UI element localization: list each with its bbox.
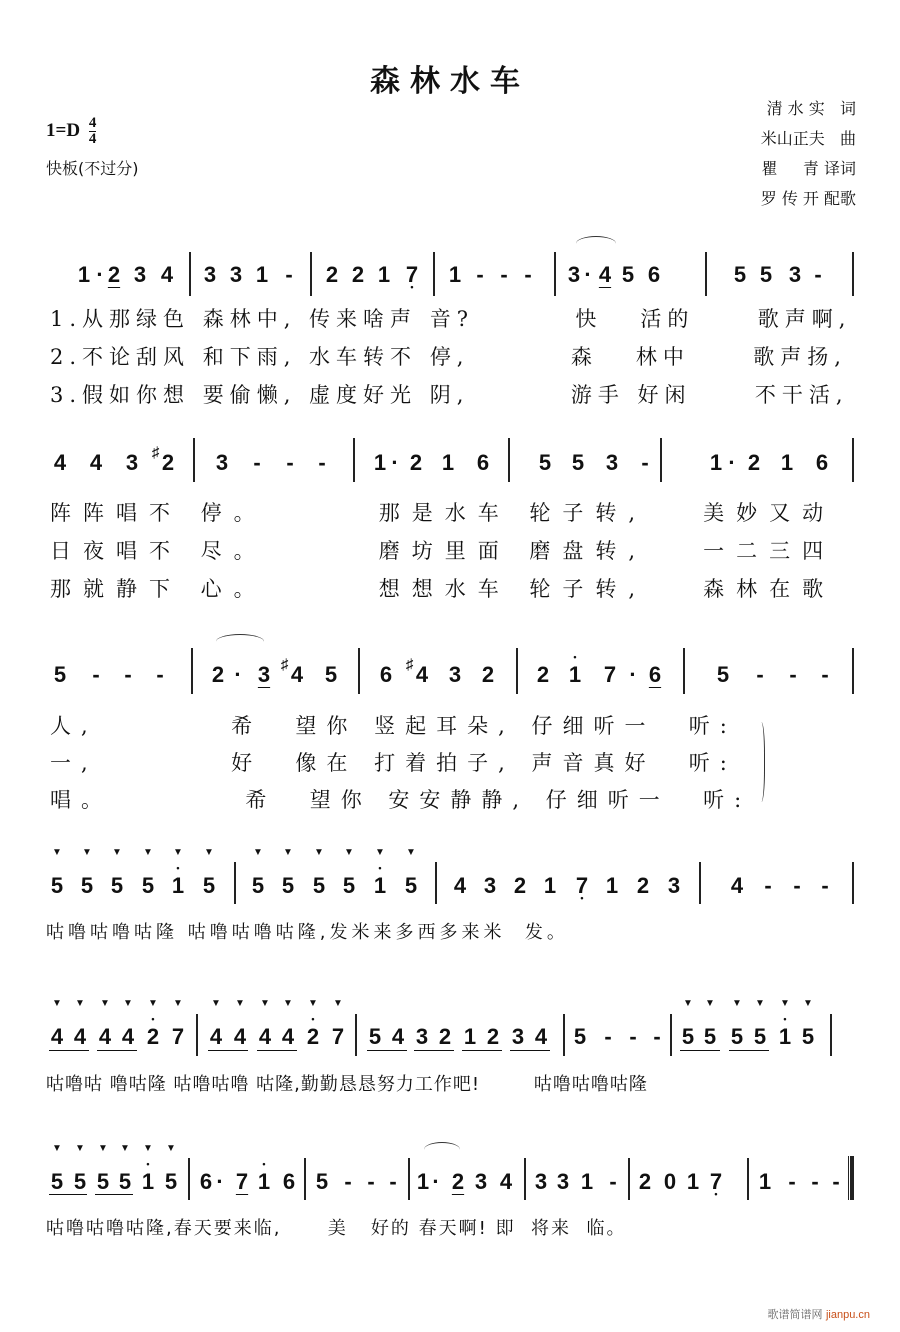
score-row-5: ▼ 4 ▼ 4 ▼ 4 ▼ 4 ▼ 2 • ▼ 7 ▼ 4 ▼ 4 ▼ 4 ▼ 4 ▼ 2 • ▼ 7 5 4 3 2 1 2 3 4 5 - - - ▼ 5 ▼ 5 ▼ 5 ▼ 5 ▼ 1 • ▼ 5 bbox=[0, 0, 900, 1]
repeat-brace bbox=[756, 722, 765, 802]
credit-composer: 米山正夫 曲 bbox=[760, 129, 856, 148]
lyrics-row-1-verse-1: 1.从那绿色 森林中, 传来啥声 音? 快 活的 歌声啊, bbox=[50, 307, 852, 331]
key-label: 1=D bbox=[46, 119, 81, 141]
lyrics-row-3-verse-2: 一, 好 像在 打着拍子, 声音真好 听: bbox=[50, 751, 737, 775]
credit-arranger: 罗 传 开 配歌 bbox=[760, 189, 856, 208]
key-signature bbox=[46, 116, 96, 147]
score-row-6: ▼ 5 ▼ 5 ▼ 5 ▼ 5 ▼ 1 • ▼ 5 6 · 7 • 1 6 5 - - - 1 · 2 3 4 3 3 1 - 2 0 1 7 • 1 - - - bbox=[0, 0, 900, 1]
watermark bbox=[767, 1306, 870, 1322]
score-row-4: ▼ 5 ▼ 5 ▼ 5 ▼ 5 ▼ 1 • ▼ 5 ▼ 5 ▼ 5 ▼ 5 ▼ 5 ▼ 1 • ▼ 5 4 3 2 1 7 • 1 2 3 4 - - - bbox=[0, 0, 900, 1]
credit-lyricist: 清 水 实 词 bbox=[766, 99, 856, 118]
lyrics-row-6: 咕噜咕噜咕隆,春天要来临, 美 好的 春天啊! 即 将来 临。 bbox=[46, 1218, 627, 1239]
tempo-marking: 快板(不过分) bbox=[46, 159, 139, 178]
time-signature: $\frac{4}{4}$ bbox=[88, 115, 97, 147]
lyrics-row-5: 咕噜咕 噜咕隆 咕噜咕噜 咕隆,勤勤恳恳努力工作吧! 咕噜咕噜咕隆 bbox=[46, 1074, 648, 1095]
score-row-3: 5 - - - 2 · 3 ♯ 4 5 6 ♯ 4 3 2 2 • 1 7 · 6 5 - - - bbox=[0, 0, 900, 1]
watermark-label: 歌谱简谱网 bbox=[767, 1308, 823, 1321]
lyrics-row-2-verse-3: 那就静下 心。 想想水车 轮子转, 森林在歌 bbox=[50, 577, 836, 601]
score-row-2: 4 4 3 ♯ 2 3 - - - 1 · 2 1 6 5 5 3 - 1 · 2 1 6 bbox=[0, 0, 900, 1]
lyrics-row-2-verse-2: 日夜唱不 尽。 磨坊里面 磨盘转, 一二三四 bbox=[50, 539, 836, 563]
lyrics-row-2-verse-1: 阵阵唱不 停。 那是水车 轮子转, 美妙又动 bbox=[50, 501, 836, 525]
credit-translator: 瞿 青 译词 bbox=[761, 159, 856, 178]
lyrics-row-4: 咕噜咕噜咕隆 咕噜咕噜咕隆,发米来多西多来米 发。 bbox=[46, 922, 569, 943]
watermark-site: jianpu.cn bbox=[825, 1309, 870, 1321]
song-title: 森林水车 bbox=[370, 64, 530, 99]
lyrics-row-3-verse-3: 唱。 希 望你 安安静静, 仔细听一 听: bbox=[50, 788, 752, 812]
credits bbox=[761, 94, 856, 214]
lyrics-row-1-verse-2: 2.不论刮风 和下雨, 水车转不 停, 森 林中 歌声扬, bbox=[50, 345, 847, 369]
lyrics-row-1-verse-3: 3.假如你想 要偷懒, 虚度好光 阴, 游手 好闲 不干活, bbox=[50, 383, 849, 407]
lyrics-row-3-verse-1: 人, 希 望你 竖起耳朵, 仔细听一 听: bbox=[50, 714, 737, 738]
score-row-1: 1 · 2 3 4 3 3 1 - 2 2 1 7 • 1 - - - 3 · 4 5 6 5 5 3 - bbox=[0, 0, 900, 1]
